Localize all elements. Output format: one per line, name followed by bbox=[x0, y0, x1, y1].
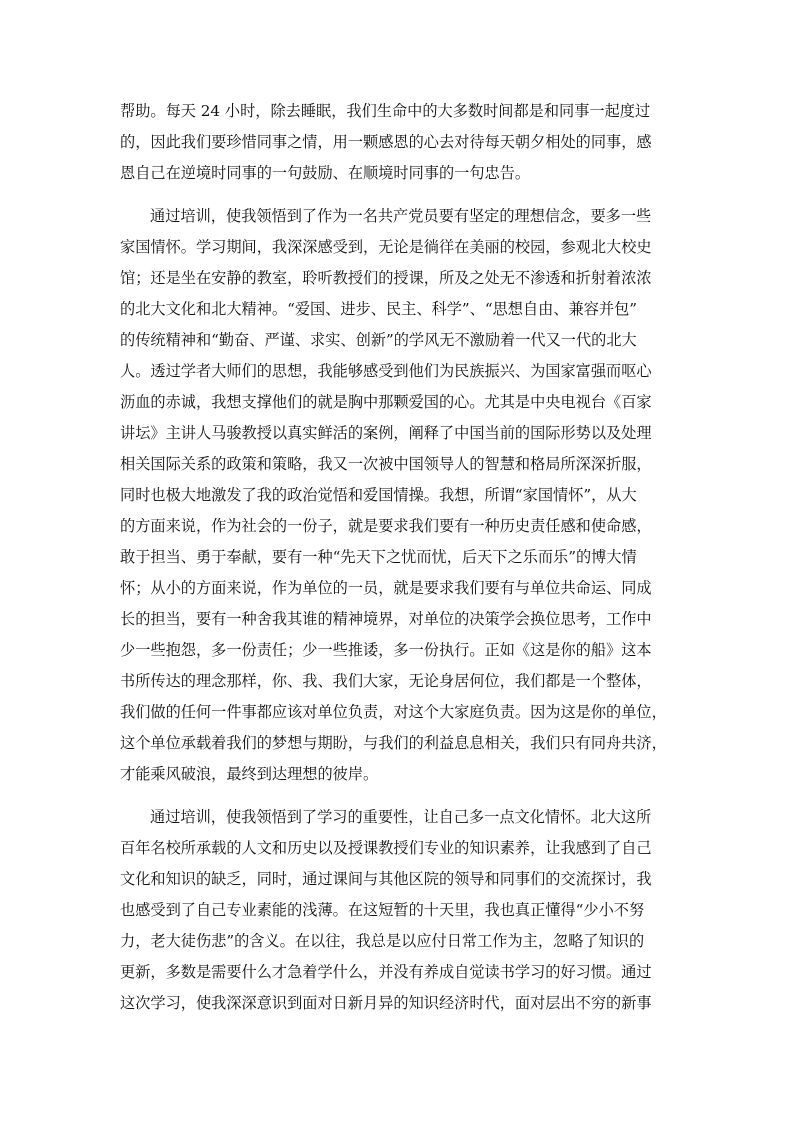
text-line: 讲坛》主讲人马骏教授以真实鲜活的案例，阐释了中国当前的国际形势以及处理 bbox=[120, 424, 652, 442]
text-line: 馆；还是坐在安静的教室，聆听教授们的授课，所及之处无不渗透和折射着浓浓 bbox=[120, 269, 652, 287]
text-line: 力，老大徒伤悲”的含义。在以往，我总是以应付日常工作为主，忽略了知识的 bbox=[120, 932, 645, 950]
text-line: 也感受到了自己专业素能的浅薄。在这短暂的十天里，我也真正懂得“少小不努 bbox=[120, 901, 645, 919]
text-line: 长的担当，要有一种舍我其谁的精神境界，对单位的决策学会换位思考，工作中 bbox=[120, 610, 652, 628]
text-line: 怀；从小的方面来说，作为单位的一员，就是要求我们要有与单位共命运、同成 bbox=[120, 579, 652, 597]
paragraph-3 bbox=[120, 802, 676, 1019]
text-line: 的传统精神和“勤奋、严谨、求实、创新”的学风无不激励着一代又一代的北大 bbox=[120, 331, 637, 349]
paragraph-gap bbox=[120, 790, 676, 802]
text-line: 敢于担当、勇于奉献，要有一种“先天下之忧而忧，后天下之乐而乐”的博大情 bbox=[120, 548, 637, 566]
text-line: 文化和知识的缺乏，同时，通过课间与其他区院的领导和同事们的交流探讨，我 bbox=[120, 870, 652, 888]
text-line: 这个单位承载着我们的梦想与期盼，与我们的利益息息相关，我们只有同舟共济， bbox=[120, 734, 667, 752]
text-line: 通过培训，使我领悟到了作为一名共产党员要有坚定的理想信念，要多一些 bbox=[150, 207, 652, 225]
paragraph-gap bbox=[120, 189, 676, 201]
text-line: 沥血的赤诚，我想支撑他们的就是胸中那颗爱国的心。尤其是中央电视台《百家 bbox=[120, 393, 652, 411]
paragraph-2 bbox=[120, 201, 676, 790]
text-line: 恩自己在逆境时同事的一句鼓励、在顺境时同事的一句忠告。 bbox=[120, 164, 531, 182]
text-line: 这次学习，使我深深意识到面对日新月异的知识经济时代，面对层出不穷的新事 bbox=[120, 994, 652, 1012]
text-line: 少一些抱怨，多一份责任；少一些推诿，多一份执行。正如《这是你的船》这本 bbox=[120, 641, 652, 659]
text-line: 的北大文化和北大精神。“爱国、进步、民主、科学”、“思想自由、兼容并包” bbox=[120, 300, 638, 318]
text-line: 书所传达的理念那样，你、我、我们大家，无论身居何位，我们都是一个整体， bbox=[120, 672, 652, 690]
text-line: 相关国际关系的政策和策略，我又一次被中国领导人的智慧和格局所深深折服， bbox=[120, 455, 652, 473]
paragraph-1 bbox=[120, 96, 676, 189]
document-page bbox=[120, 96, 676, 1019]
text-line: 的方面来说，作为社会的一份子，就是要求我们要有一种历史责任感和使命感， bbox=[120, 517, 652, 535]
text-line: 帮助。每天 24 小时，除去睡眠，我们生命中的大多数时间都是和同事一起度过 bbox=[120, 102, 651, 120]
text-line: 人。透过学者大师们的思想，我能够感受到他们为民族振兴、为国家富强而呕心 bbox=[120, 362, 652, 380]
text-line: 才能乘风破浪，最终到达理想的彼岸。 bbox=[120, 765, 379, 783]
text-line: 百年名校所承载的人文和历史以及授课教授们专业的知识素养，让我感到了自己 bbox=[120, 839, 652, 857]
text-line: 的，因此我们要珍惜同事之情，用一颗感恩的心去对待每天朝夕相处的同事，感 bbox=[120, 133, 652, 151]
text-line: 更新，多数是需要什么才急着学什么，并没有养成自觉读书学习的好习惯。通过 bbox=[120, 963, 652, 981]
text-line: 家国情怀。学习期间，我深深感受到，无论是徜徉在美丽的校园，参观北大校史 bbox=[120, 238, 652, 256]
text-line: 通过培训，使我领悟到了学习的重要性，让自己多一点文化情怀。北大这所 bbox=[150, 808, 652, 826]
text-line: 同时也极大地激发了我的政治觉悟和爱国情操。我想，所谓“家国情怀”，从大 bbox=[120, 486, 637, 504]
text-line: 我们做的任何一件事都应该对单位负责，对这个大家庭负责。因为这是你的单位， bbox=[120, 703, 667, 721]
